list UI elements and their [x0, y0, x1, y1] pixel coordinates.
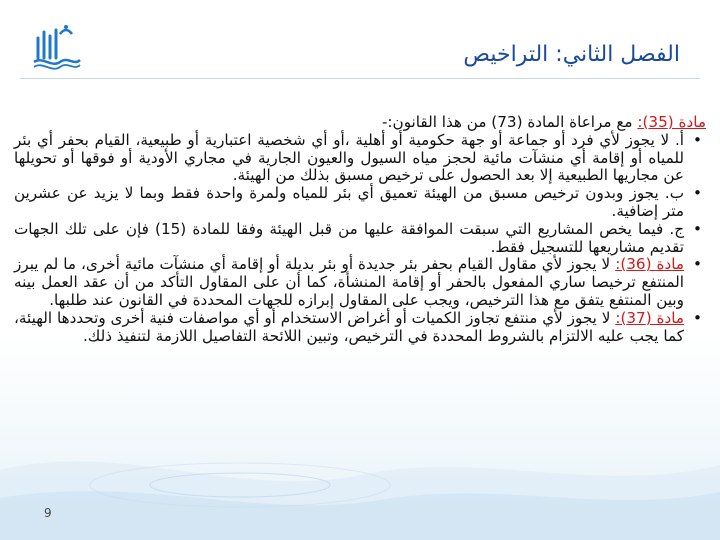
- page-number: 9: [44, 506, 52, 520]
- list-item-a: [14, 132, 706, 185]
- article-35-label: مادة (35):: [637, 113, 706, 131]
- list-item-b: [14, 185, 706, 221]
- article-35-intro: [14, 114, 706, 132]
- list-item-c: [14, 221, 706, 257]
- bullet-icon: •: [693, 184, 702, 203]
- water-authority-logo: [30, 18, 82, 70]
- list-item-b-text: ب. يجوز وبدون ترخيص مسبق من الهيئة تعميق أي بئر للمياه ولمرة واحدة فقط وبما لا يزيد عن عشرين متر إضافية.: [14, 184, 684, 220]
- article-36: [14, 256, 706, 309]
- list-item-a-text: أ. لا يجوز لأي فرد أو جماعة أو جهة حكومية أو أهلية ،أو أي شخصية اعتبارية أو طبيعية، القيام بحفر أي بئر للمياه أو إقامة أي منشآت مائية لحجز مياه السيول والعيون الجارية في مجاري الأودية أو فوقها أو تحويلها عن مجاريها الطبيعية إلا بعد الحصول على ترخيص مسبق بذلك من الهيئة.: [14, 130, 684, 185]
- article-36-label: مادة (36):: [615, 255, 684, 274]
- article-36-text: لا يجوز لأي مقاول القيام بحفر بئر جديدة أو بئر بديلة أو إقامة أي منشآت مائية أخرى، ما لم يبرز المنتفع ترخيصا ساري المفعول بالحفر أو إقامة المنشأة، كما أن على المقاول التأكد من أن عقد العمل بينه وبين المنتفع يتفق مع هذا الترخيص، ويجب على المقاول إبرازه للجهات المحددة في القانون عند طلبها.: [14, 255, 684, 309]
- title-divider: [20, 78, 700, 79]
- article-37-text: لا يجوز لأي منتفع تجاوز الكميات أو أغراض الاستخدام أو أي مواصفات فنية أخرى وتحددها الهيئة، كما يجب عليه الالتزام بالشروط المحددة في الترخيص، وتبين اللائحة التفاصيل اللازمة لتنفيذ ذلك.: [14, 308, 684, 345]
- article-37: [14, 310, 706, 346]
- list-item-c-text: ج. فيما يخص المشاريع التي سبقت الموافقة عليها من قبل الهيئة وفقا للمادة (15) فإن على تلك الجهات تقديم مشاريعها للتسجيل فقط.: [14, 219, 685, 256]
- article-37-label: مادة (37):: [615, 308, 684, 327]
- bullet-icon: •: [693, 130, 702, 149]
- article-35-text: مع مراعاة المادة (73) من هذا القانون:-: [381, 113, 638, 131]
- bullet-icon: •: [693, 308, 702, 327]
- slide-body: [14, 114, 706, 345]
- water-wave-decoration: [0, 380, 720, 540]
- bullet-icon: •: [693, 255, 702, 274]
- slide-title: الفصل الثاني: التراخيص: [463, 42, 680, 67]
- bullet-icon: •: [693, 219, 702, 238]
